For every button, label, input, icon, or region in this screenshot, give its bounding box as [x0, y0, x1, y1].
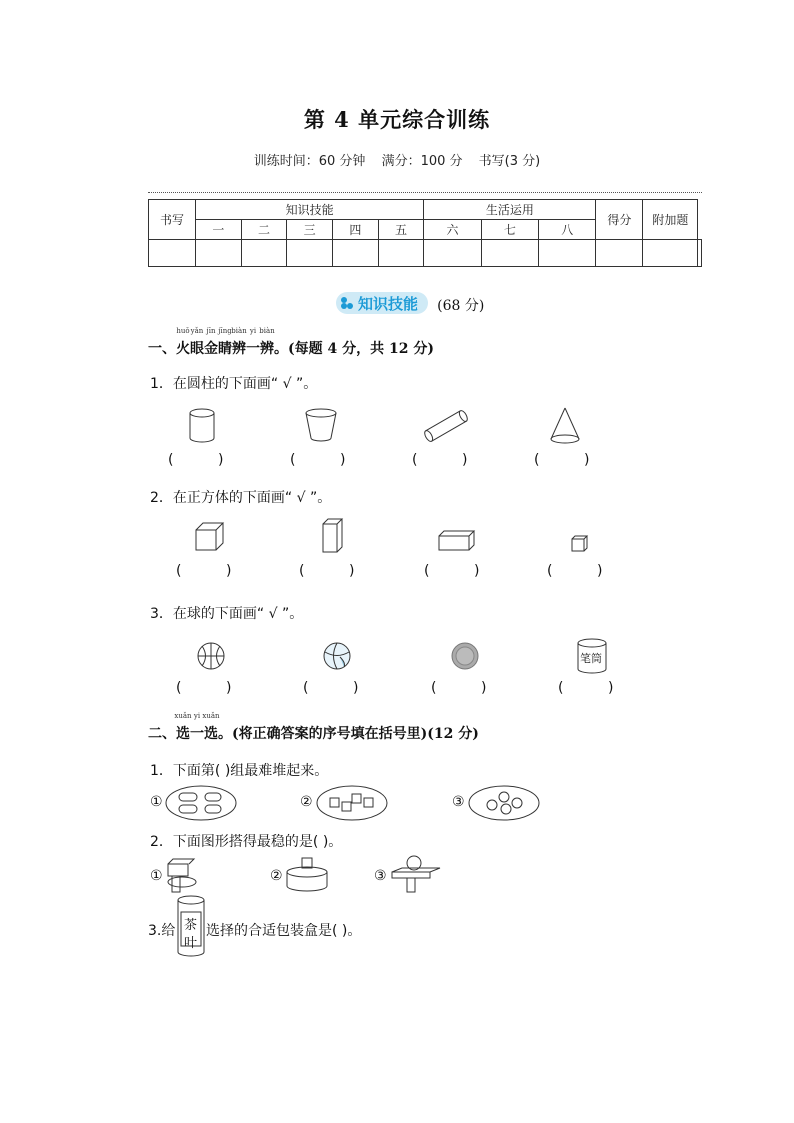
answer-blank[interactable]: ( ) [431, 680, 487, 696]
section-instructions: 。(将正确答案的序号填在括号里)(12 分) [218, 726, 479, 742]
cubes-group-icon [316, 785, 388, 821]
answer-blank[interactable]: ( ) [424, 563, 480, 579]
answer-blank[interactable]: ( ) [290, 452, 346, 468]
pinyin-char: biàn 辨 [231, 327, 247, 357]
answer-blank[interactable]: ( ) [299, 563, 355, 579]
score-cell[interactable] [149, 240, 196, 267]
col-score: 得分 [596, 200, 643, 240]
cube-on-cylinder-icon [286, 856, 330, 894]
answer-blank[interactable]: ( ) [176, 563, 232, 579]
exam-info [0, 150, 794, 169]
writing-score: 书写(3 分) [478, 154, 541, 169]
group-life: 生活运用 [424, 200, 596, 220]
pinyin-char: yi 一 [190, 712, 204, 742]
tea-label-top: 茶 [184, 918, 198, 933]
score-cell[interactable] [698, 240, 702, 267]
question-1-3: 3．在球的下面画“ √ ”。 [150, 606, 304, 622]
section2-heading [148, 712, 479, 743]
section-banner [336, 292, 484, 315]
score-cell[interactable] [287, 240, 333, 267]
ball-on-board-icon [390, 854, 442, 896]
question-2-1: 1．下面第( )组最难堆起来。 [150, 763, 329, 779]
tea-label-bottom: 叶 [184, 936, 198, 951]
score-cell[interactable] [333, 240, 379, 267]
score-cell[interactable] [241, 240, 287, 267]
col-num: 一 [196, 220, 242, 240]
col-num: 八 [538, 220, 595, 240]
answer-blank[interactable]: ( ) [412, 452, 468, 468]
tilted-cylinder-icon [420, 408, 472, 444]
score-cell[interactable] [643, 240, 698, 267]
option-label: ① [150, 868, 163, 884]
page-title: 第 4 单元综合训练 [303, 107, 491, 132]
col-num: 二 [241, 220, 287, 240]
col-writing: 书写 [149, 200, 196, 240]
banner-pill [336, 292, 428, 314]
time-limit: 训练时间：60 分钟 [253, 154, 366, 169]
col-num: 五 [378, 220, 424, 240]
bucket-icon [304, 408, 338, 444]
answer-blank[interactable]: ( ) [168, 452, 224, 468]
dots-icon [340, 296, 354, 310]
cube-icon [195, 522, 225, 552]
col-extra: 附加题 [643, 200, 698, 240]
option-label: ③ [374, 868, 387, 884]
score-cell[interactable] [424, 240, 481, 267]
small-cube-icon [571, 535, 589, 553]
group-knowledge: 知识技能 [196, 200, 424, 220]
score-cell[interactable] [196, 240, 242, 267]
answer-blank[interactable]: ( ) [534, 452, 590, 468]
question-2-3-prefix: 3.给 [148, 923, 176, 939]
cylinders-group-icon [165, 785, 237, 821]
answer-blank[interactable]: ( ) [176, 680, 232, 696]
coin-icon [450, 641, 480, 671]
pinyin-char: huǒ 火 [176, 327, 190, 357]
option-label: ① [150, 794, 163, 810]
answer-blank[interactable]: ( ) [547, 563, 603, 579]
balls-group-icon [468, 785, 540, 821]
cone-icon [548, 406, 582, 446]
question-1-1: 1．在圆柱的下面画“ √ ”。 [150, 376, 318, 392]
full-score: 满分：100 分 [381, 154, 463, 169]
option-label: ② [300, 794, 313, 810]
pinyin-char: yǎn 眼 [190, 327, 204, 357]
pinyin-char: jīng 睛 [218, 327, 232, 357]
pinyin-char: yi 一 [246, 327, 260, 357]
pinyin-char: jīn 金 [204, 327, 218, 357]
answer-blank[interactable]: ( ) [303, 680, 359, 696]
divider [148, 192, 702, 193]
pinyin-char: xuǎn 选 [174, 712, 192, 742]
col-num: 三 [287, 220, 333, 240]
flat-box-icon [438, 530, 476, 552]
score-cell[interactable] [481, 240, 538, 267]
pinyin-char: xuǎn 选 [202, 712, 220, 742]
section-number: 二、 [148, 726, 176, 742]
question-1-2: 2．在正方体的下面画“ √ ”。 [150, 490, 332, 506]
option-label: ② [270, 868, 283, 884]
pinyin-char: biàn 辨 [259, 327, 275, 357]
box-on-cylinder-icon [164, 858, 198, 894]
answer-blank[interactable]: ( ) [558, 680, 614, 696]
col-num: 四 [333, 220, 379, 240]
section-number: 一、 [148, 341, 176, 357]
score-cell[interactable] [378, 240, 424, 267]
score-cell[interactable] [596, 240, 643, 267]
question-2-2: 2．下面图形搭得最稳的是( )。 [150, 834, 343, 850]
banner-score: (68 分) [437, 298, 485, 314]
tall-box-icon [322, 518, 344, 554]
banner-title: 知识技能 [358, 294, 419, 313]
col-num: 六 [424, 220, 481, 240]
col-num: 七 [481, 220, 538, 240]
pen-holder-label: 笔筒 [580, 652, 602, 665]
score-table [148, 199, 702, 267]
cylinder-icon [188, 408, 216, 444]
beach-ball-icon [322, 641, 352, 671]
basketball-icon [196, 641, 226, 671]
section-instructions: 。(每题 4 分，共 12 分) [274, 341, 434, 357]
question-2-3: 选择的合适包装盒是( )。 [206, 923, 362, 939]
section1-heading [148, 327, 434, 358]
option-label: ③ [452, 794, 465, 810]
score-cell[interactable] [538, 240, 595, 267]
